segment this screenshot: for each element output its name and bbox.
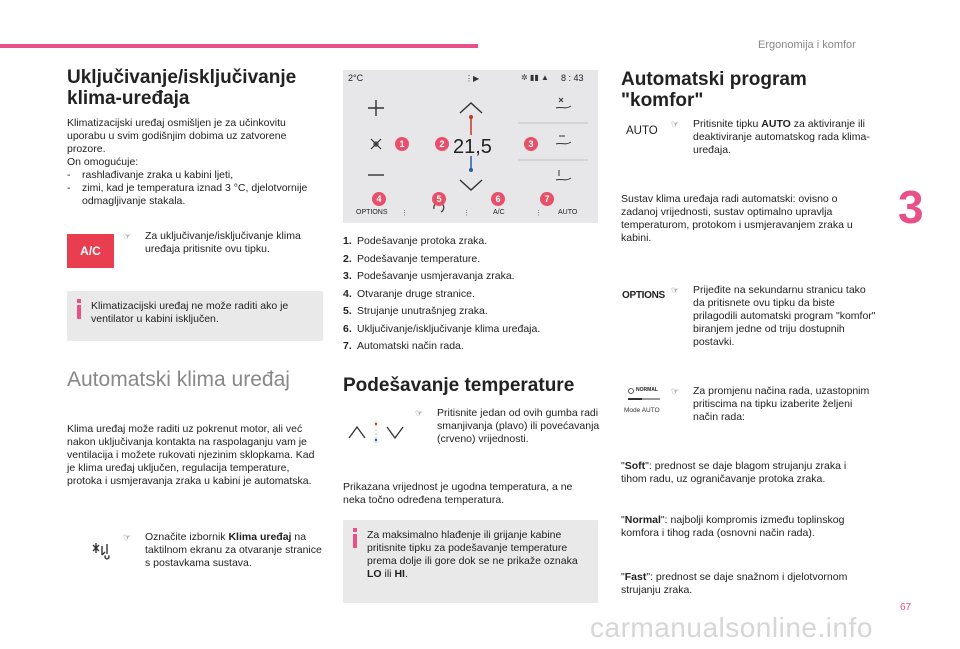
legend-item bbox=[343, 338, 603, 356]
callout-1: 1 bbox=[395, 137, 409, 151]
fan-icon bbox=[371, 139, 381, 149]
mode-normal-label: NORMAL bbox=[636, 387, 658, 393]
temp-instruction-text: Pritisnite jedan od ovih gumba radi smanjivanja (plavo) ili povećavanja (crveno) vrijednosti. bbox=[437, 407, 600, 445]
left-list-item-1-text: rashlađivanje zraka u kabini ljeti, bbox=[82, 169, 234, 181]
legend-item-text: Podešavanje usmjeravanja zraka. bbox=[357, 270, 515, 282]
info-icon bbox=[352, 528, 358, 552]
legend-item bbox=[343, 268, 603, 286]
mode-normal: "Normal": najbolji kompromis između toplinskog komfora i tihog rada (osnovni način rada). bbox=[621, 514, 845, 539]
mode-fast: "Fast": prednost se daje snažnom i djelotvornom strujanju zraka. bbox=[621, 571, 848, 596]
mode-instruction-text: Za promjenu načina rada, uzastopnim pritiscima na tipku izaberite željeni način rada: bbox=[693, 385, 870, 423]
auto-text-pre: Pritisnite tipku bbox=[693, 118, 762, 130]
temperature-value[interactable]: 21,5 bbox=[453, 136, 492, 158]
chapter-number: 3 bbox=[898, 181, 924, 233]
callout-7: 7 bbox=[540, 192, 554, 206]
temp-note-lo: LO bbox=[367, 568, 382, 580]
header-accent-bar bbox=[0, 44, 478, 48]
auto-button[interactable]: AUTO bbox=[558, 209, 578, 216]
temp-note bbox=[343, 520, 598, 603]
mode-auto-label: Mode AUTO bbox=[624, 407, 660, 414]
menu-instruction bbox=[123, 531, 323, 570]
temp-note-hi: HI bbox=[394, 568, 405, 580]
auto-instruction-text bbox=[693, 118, 876, 157]
left-list-item-1: - rashlađivanje zraka u kabini ljeti, bbox=[67, 169, 234, 181]
temp-note-text: Za maksimalno hlađenje ili grijanje kabine pritisnite tipku za podešavanje temperature prema dolje ili gore dok se ne prikaže oznaka bbox=[367, 529, 578, 567]
mode-normal-name: Normal bbox=[624, 514, 661, 526]
callout-2: 2 bbox=[435, 137, 449, 151]
callout-4: 4 bbox=[372, 192, 386, 206]
options-instruction bbox=[671, 284, 876, 349]
menu-instruction-text bbox=[145, 531, 323, 570]
watermark: carmanualsonline.info bbox=[590, 612, 873, 643]
legend-item-number: 5. bbox=[343, 305, 352, 317]
clock: 8 : 43 bbox=[561, 73, 584, 83]
hand-pointer-icon: ☞ bbox=[671, 386, 680, 396]
climate-screen: 2°C ⋮▶ ✲ ▮▮ ▲ 8 : 43 21,5 OPTIONS A/C AUTO ⋮ ⋮ ⋮ 1 2 3 4 5 6 7 bbox=[343, 70, 598, 223]
mode-instruction bbox=[671, 385, 876, 424]
legend-item-text: Automatski način rada. bbox=[357, 340, 464, 352]
legend-item-text: Otvaranje druge stranice. bbox=[357, 287, 475, 300]
legend-item-text: Podešavanje protoka zraka. bbox=[357, 235, 488, 247]
ac-button-icon: A/C bbox=[67, 234, 114, 268]
callout-6: 6 bbox=[491, 192, 505, 206]
legend-item-number: 2. bbox=[343, 252, 352, 265]
temp-buttons-icon bbox=[345, 418, 407, 446]
menu-text-post: na taktilnom ekranu za otvaranje stranice s postavkama sustava. bbox=[145, 531, 322, 569]
mode-normal-text: : najbolji kompromis između toplinskog komfora i tihog rada (osnovni način rada). bbox=[621, 514, 845, 539]
mode-fast-name: Fast bbox=[624, 571, 647, 583]
mode-auto-icon bbox=[624, 385, 664, 417]
system-auto-text: Sustav klima uređaja radi automatski: ovisno o zadanoj vrijednosti, sustav optimalno upravlja temperaturom, protokom i usmjeravanjem zraka u kabini. bbox=[621, 193, 853, 244]
legend-item-number: 4. bbox=[343, 287, 352, 300]
legend-item-number: 6. bbox=[343, 322, 352, 335]
legend-item-text: Uključivanje/isključivanje klima uređaja. bbox=[357, 322, 541, 335]
legend-item bbox=[343, 251, 603, 269]
legend-item-number: 3. bbox=[343, 270, 352, 282]
callout-3: 3 bbox=[524, 137, 538, 151]
air-direction-icons bbox=[556, 98, 571, 180]
ac-instruction-text: Za uključivanje/isključivanje klima uređaja pritisnite ovu tipku. bbox=[145, 230, 301, 255]
auto-section-text: Klima uređaj može raditi uz pokrenut motor, ali već nakon uključivanja kontakta na raspolaganju vam je ventilacija i možete rukovati njezinim sklopkama. Kad je klima uređaj uključen, regulacija temperature, protoka i usmjeravanja zraka u kabini je automatska. bbox=[67, 423, 315, 487]
hand-pointer-icon: ☞ bbox=[671, 119, 680, 129]
hand-pointer-icon: ☞ bbox=[123, 532, 132, 542]
legend-item bbox=[343, 233, 603, 251]
temp-instruction bbox=[415, 407, 600, 446]
hand-pointer-icon: ☞ bbox=[415, 408, 424, 418]
left-intro2: On omogućuje: bbox=[67, 156, 139, 168]
auto-section-title: Automatski klima uređaj bbox=[67, 368, 290, 391]
menu-text-pre: Označite izbornik bbox=[145, 531, 229, 543]
temp-up-chevron bbox=[460, 103, 482, 113]
auto-icon: AUTO bbox=[626, 125, 658, 137]
mode-soft-text: : prednost se daje blagom strujanju zraka i tihom radu, uz ograničavanje protoka zraka. bbox=[621, 460, 847, 485]
screen-legend-list bbox=[343, 233, 603, 356]
ac-button[interactable]: A/C bbox=[493, 209, 505, 216]
ac-instruction bbox=[123, 230, 323, 256]
temp-down-chevron bbox=[460, 180, 482, 190]
temp-heading: Podešavanje temperature bbox=[343, 375, 575, 396]
legend-item-text: Strujanje unutrašnjeg zraka. bbox=[357, 305, 488, 317]
legend-item-text: Podešavanje temperature. bbox=[357, 252, 481, 265]
left-intro-block bbox=[67, 117, 323, 208]
legend-item bbox=[343, 286, 603, 304]
temp-note-mid: ili bbox=[381, 568, 395, 580]
section-header-title: Ergonomija i komfor bbox=[758, 39, 856, 51]
callout-5: 5 bbox=[432, 192, 446, 206]
temp-shown-text: Prikazana vrijednost je ugodna temperatura, a ne neka točno određena temperatura. bbox=[343, 481, 573, 506]
temp-note-end: . bbox=[404, 568, 408, 580]
legend-item-number: 7. bbox=[343, 340, 352, 352]
left-heading: Uključivanje/isključivanje klima-uređaja bbox=[67, 67, 297, 109]
mode-soft-name: Soft bbox=[624, 460, 646, 472]
status-icons: ✲ ▮▮ ▲ bbox=[521, 73, 549, 82]
menu-text-bold: Klima uređaj bbox=[228, 531, 292, 543]
left-list-item-2: - zimi, kad je temperatura iznad 3 °C, djelotvornije odmagljivanje stakala. bbox=[67, 182, 308, 207]
pause-icon: ⋮▶ bbox=[465, 74, 480, 83]
right-heading: Automatski program "komfor" bbox=[621, 69, 807, 111]
hand-pointer-icon: ☞ bbox=[671, 285, 680, 295]
left-intro: Klimatizacijski uređaj osmišljen je za učinkovitu uporabu u svim godišnjim dobima uz zatvorene prozore. bbox=[67, 117, 287, 155]
auto-text-bold: AUTO bbox=[761, 118, 791, 130]
legend-item-number: 1. bbox=[343, 235, 352, 247]
legend-item bbox=[343, 321, 603, 339]
left-note-text: Klimatizacijski uređaj ne može raditi ako je ventilator u kabini isključen. bbox=[91, 300, 289, 325]
auto-instruction bbox=[671, 118, 876, 157]
options-instruction-text: Prijeđite na sekundarnu stranicu tako da pritisnete ovu tipku da biste prilagodili automatski program "komfor" biranjem jedne od triju dostupnih postavki. bbox=[693, 284, 876, 348]
mode-fast-text: : prednost se daje snažnom i djelotvornom strujanju zraka. bbox=[621, 571, 848, 596]
fan-increase-icon bbox=[368, 100, 384, 116]
outside-temperature: 2°C bbox=[348, 73, 364, 83]
left-note bbox=[67, 291, 323, 341]
climate-menu-icon bbox=[90, 540, 112, 562]
info-icon bbox=[76, 299, 82, 323]
legend-item bbox=[343, 303, 603, 321]
auto-text-post: za aktiviranje ili deaktiviranje automatskog rada klima-uređaja. bbox=[693, 118, 870, 156]
options-icon: OPTIONS bbox=[622, 290, 665, 301]
mode-soft: "Soft": prednost se daje blagom strujanju zraka i tihom radu, uz ograničavanje protoka zraka. bbox=[621, 460, 847, 485]
hand-pointer-icon: ☞ bbox=[123, 231, 132, 241]
options-button[interactable]: OPTIONS bbox=[356, 209, 388, 216]
page-number: 67 bbox=[900, 602, 912, 613]
left-list-item-2-text: zimi, kad je temperatura iznad 3 °C, djelotvornije odmagljivanje stakala. bbox=[82, 182, 308, 207]
